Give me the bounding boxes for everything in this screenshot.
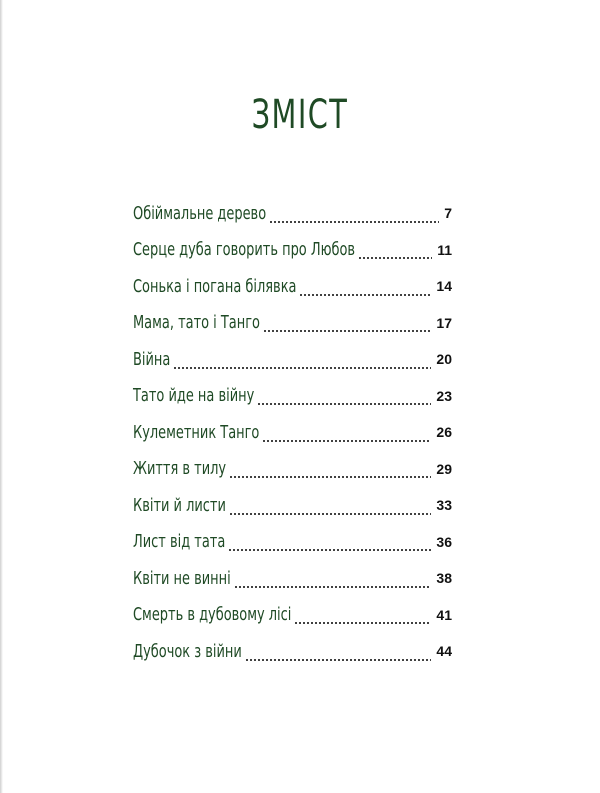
toc-leader-dots bbox=[245, 659, 431, 661]
toc-entry bbox=[133, 451, 452, 488]
toc-entry-title: Квіти не винні bbox=[133, 567, 231, 589]
toc-entry-title: Сонька і погана білявка bbox=[133, 275, 297, 297]
toc-leader-dots bbox=[173, 367, 431, 369]
toc-leader-dots bbox=[228, 549, 431, 551]
toc-entry bbox=[133, 414, 452, 451]
toc-entry bbox=[133, 633, 452, 670]
toc-entry-title: Обіймальне дерево bbox=[133, 202, 267, 224]
toc-entry bbox=[133, 232, 452, 269]
toc-entry-title: Серце дуба говорить про Любов bbox=[133, 239, 356, 261]
page-title: ЗМІСТ bbox=[251, 92, 349, 138]
toc-entry-page: 33 bbox=[436, 497, 452, 513]
toc-entry-title: Тато йде на війну bbox=[133, 385, 255, 407]
toc-entry-title: Війна bbox=[133, 348, 171, 370]
toc-entry-page: 41 bbox=[436, 606, 452, 623]
toc-entry bbox=[133, 487, 452, 524]
toc-entry-page: 17 bbox=[436, 314, 452, 331]
toc-entry bbox=[133, 268, 452, 305]
toc-entry bbox=[133, 195, 452, 232]
toc-entry bbox=[133, 341, 452, 378]
toc-entry-page: 23 bbox=[436, 387, 452, 404]
toc-leader-dots bbox=[229, 476, 431, 478]
toc-entry-page: 36 bbox=[436, 533, 452, 550]
scan-edge bbox=[0, 0, 3, 793]
toc-entry-title: Смерть в дубовому лісі bbox=[133, 604, 292, 626]
toc-entry bbox=[133, 305, 452, 342]
toc-leader-dots bbox=[263, 330, 431, 332]
toc-leader-dots bbox=[262, 440, 431, 442]
toc-entry-page: 7 bbox=[444, 205, 452, 221]
toc-leader-dots bbox=[234, 586, 431, 588]
toc-entry-page: 11 bbox=[437, 241, 452, 258]
toc-entry-title: Дубочок з війни bbox=[133, 640, 242, 662]
toc-entry bbox=[133, 524, 452, 561]
toc-entry-title: Лист від тата bbox=[133, 531, 226, 553]
toc-entry-title: Квіти й листи bbox=[133, 494, 226, 516]
toc-entry-page: 38 bbox=[436, 570, 452, 586]
toc-entry-page: 20 bbox=[436, 351, 452, 367]
toc-entry bbox=[133, 378, 452, 415]
toc-entry-title: Життя в тилу bbox=[133, 458, 227, 480]
toc-entry-page: 29 bbox=[436, 460, 452, 477]
toc-entry bbox=[133, 560, 452, 597]
toc-leader-dots bbox=[229, 513, 431, 515]
toc-leader-dots bbox=[358, 257, 432, 259]
toc-entry-page: 26 bbox=[436, 424, 452, 440]
table-of-contents bbox=[133, 195, 452, 670]
toc-leader-dots bbox=[257, 403, 431, 405]
toc-leader-dots bbox=[269, 221, 439, 223]
toc-entry-page: 44 bbox=[436, 643, 452, 659]
toc-entry bbox=[133, 597, 452, 634]
toc-entry-title: Мама, тато і Танго bbox=[133, 312, 260, 334]
toc-entry-title: Кулеметник Танго bbox=[133, 421, 260, 443]
toc-leader-dots bbox=[299, 294, 431, 296]
toc-entry-page: 14 bbox=[436, 278, 452, 294]
toc-leader-dots bbox=[294, 622, 431, 624]
